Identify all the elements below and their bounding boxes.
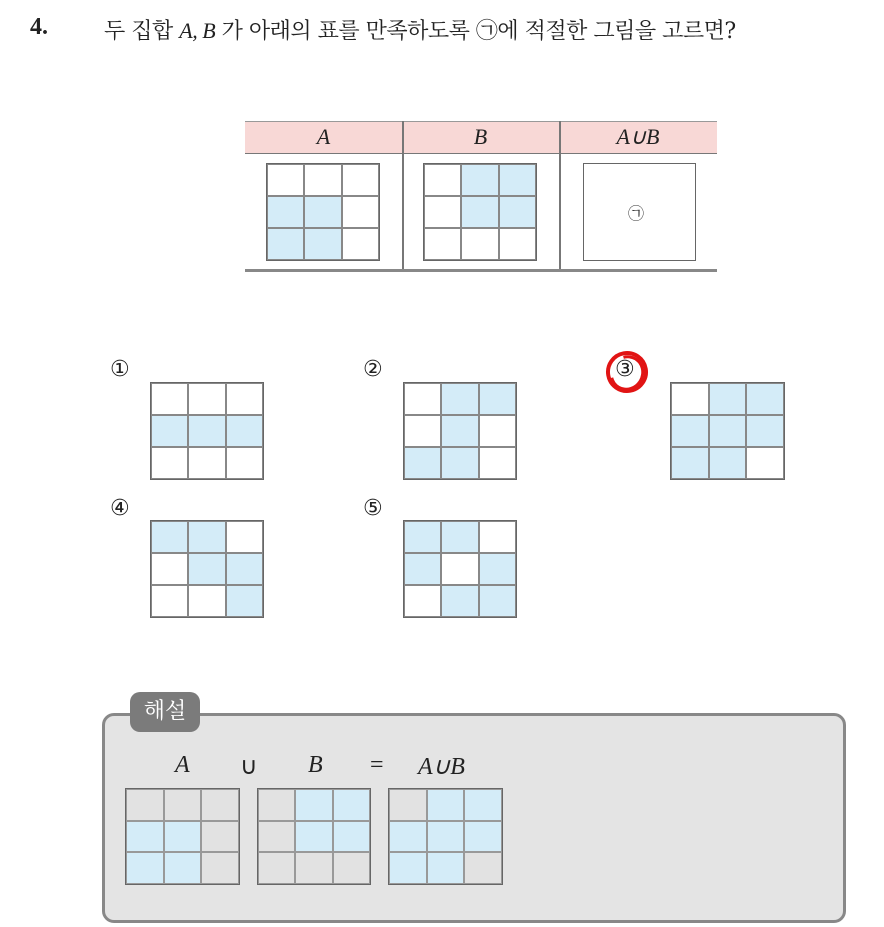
empty-cell (151, 585, 188, 617)
shaded-cell (295, 789, 332, 821)
empty-cell (479, 415, 516, 447)
shaded-cell (479, 585, 516, 617)
empty-cell (188, 585, 225, 617)
empty-cell (424, 164, 461, 196)
shaded-cell (151, 521, 188, 553)
shaded-cell (427, 789, 465, 821)
empty-cell (258, 789, 295, 821)
option-4-grid[interactable] (150, 520, 264, 618)
shaded-cell (164, 852, 202, 884)
empty-cell (201, 821, 239, 853)
shaded-cell (671, 447, 709, 479)
question-set-names: A, B (179, 18, 216, 43)
shaded-cell (441, 521, 478, 553)
empty-cell (499, 228, 536, 260)
empty-cell (164, 789, 202, 821)
option-2-label[interactable]: ② (363, 357, 383, 382)
empty-cell (267, 164, 304, 196)
option-4-label[interactable]: ④ (110, 496, 130, 521)
empty-cell (389, 789, 427, 821)
shaded-cell (188, 415, 225, 447)
empty-cell (226, 383, 263, 415)
shaded-cell (441, 447, 478, 479)
empty-cell (424, 228, 461, 260)
solution-eq-result: A∪B (418, 754, 465, 780)
empty-cell (464, 852, 502, 884)
shaded-cell (441, 383, 478, 415)
question-number: 4. (30, 14, 48, 40)
shaded-cell (126, 821, 164, 853)
table-divider (559, 121, 561, 272)
shaded-cell (164, 821, 202, 853)
shaded-cell (441, 585, 478, 617)
empty-cell (258, 821, 295, 853)
empty-cell (404, 585, 441, 617)
empty-cell (342, 228, 379, 260)
shaded-cell (709, 415, 747, 447)
shaded-cell (333, 789, 370, 821)
unknown-union-box (583, 163, 696, 261)
option-5-grid[interactable] (403, 520, 517, 618)
empty-cell (333, 852, 370, 884)
empty-cell (461, 228, 498, 260)
solution-grid-a (125, 788, 240, 885)
empty-cell (151, 447, 188, 479)
table-header-a: A (316, 124, 331, 149)
empty-cell (188, 447, 225, 479)
shaded-cell (441, 415, 478, 447)
shaded-cell (709, 383, 747, 415)
solution-eq-b: B (308, 752, 323, 778)
empty-cell (404, 383, 441, 415)
shaded-cell (461, 164, 498, 196)
empty-cell (258, 852, 295, 884)
shaded-cell (479, 383, 516, 415)
option-2-grid[interactable] (403, 382, 517, 480)
shaded-cell (226, 553, 263, 585)
solution-eq-union: ∪ (240, 754, 258, 780)
empty-cell (304, 164, 341, 196)
set-table (245, 121, 717, 272)
option-5-label[interactable]: ⑤ (363, 496, 383, 521)
empty-cell (671, 383, 709, 415)
option-1-label[interactable]: ① (110, 357, 130, 382)
shaded-cell (671, 415, 709, 447)
shaded-cell (746, 415, 784, 447)
shaded-cell (389, 821, 427, 853)
option-1-grid[interactable] (150, 382, 264, 480)
shaded-cell (267, 196, 304, 228)
empty-cell (295, 852, 332, 884)
shaded-cell (404, 521, 441, 553)
option-3-grid[interactable] (670, 382, 785, 480)
empty-cell (201, 852, 239, 884)
shaded-cell (404, 447, 441, 479)
question-text-after: 가 아래의 표를 만족하도록 ㉠에 적절한 그림을 고르면? (215, 19, 736, 44)
empty-cell (126, 789, 164, 821)
solution-grid-b (257, 788, 371, 885)
shaded-cell (464, 821, 502, 853)
shaded-cell (746, 383, 784, 415)
empty-cell (441, 553, 478, 585)
shaded-cell (461, 196, 498, 228)
shaded-cell (499, 164, 536, 196)
shaded-cell (427, 852, 465, 884)
empty-cell (404, 415, 441, 447)
empty-cell (746, 447, 784, 479)
table-header-b: B (473, 124, 488, 149)
shaded-cell (226, 585, 263, 617)
shaded-cell (188, 553, 225, 585)
shaded-cell (333, 821, 370, 853)
empty-cell (188, 383, 225, 415)
shaded-cell (427, 821, 465, 853)
shaded-cell (226, 415, 263, 447)
solution-grid-union (388, 788, 503, 885)
solution-eq-equals: = (370, 752, 384, 778)
shaded-cell (126, 852, 164, 884)
shaded-cell (464, 789, 502, 821)
question-text-before: 두 집합 (104, 19, 180, 44)
empty-cell (424, 196, 461, 228)
shaded-cell (304, 196, 341, 228)
shaded-cell (404, 553, 441, 585)
empty-cell (342, 196, 379, 228)
empty-cell (342, 164, 379, 196)
shaded-cell (499, 196, 536, 228)
shaded-cell (304, 228, 341, 260)
grid-set-b (423, 163, 537, 261)
table-divider (402, 121, 404, 272)
question-text (104, 14, 736, 45)
shaded-cell (709, 447, 747, 479)
empty-cell (226, 521, 263, 553)
option-3-label[interactable]: ③ (615, 357, 635, 382)
empty-cell (226, 447, 263, 479)
solution-eq-a: A (175, 752, 190, 778)
shaded-cell (389, 852, 427, 884)
shaded-cell (151, 415, 188, 447)
unknown-marker: ㉠ (628, 204, 645, 223)
empty-cell (151, 553, 188, 585)
empty-cell (479, 447, 516, 479)
empty-cell (151, 383, 188, 415)
shaded-cell (188, 521, 225, 553)
grid-set-a (266, 163, 380, 261)
empty-cell (201, 789, 239, 821)
shaded-cell (267, 228, 304, 260)
empty-cell (479, 521, 516, 553)
solution-tag: 해설 (130, 692, 200, 732)
table-header-union: A∪B (616, 124, 660, 149)
table-bottom-rule (245, 269, 717, 272)
shaded-cell (295, 821, 332, 853)
shaded-cell (479, 553, 516, 585)
